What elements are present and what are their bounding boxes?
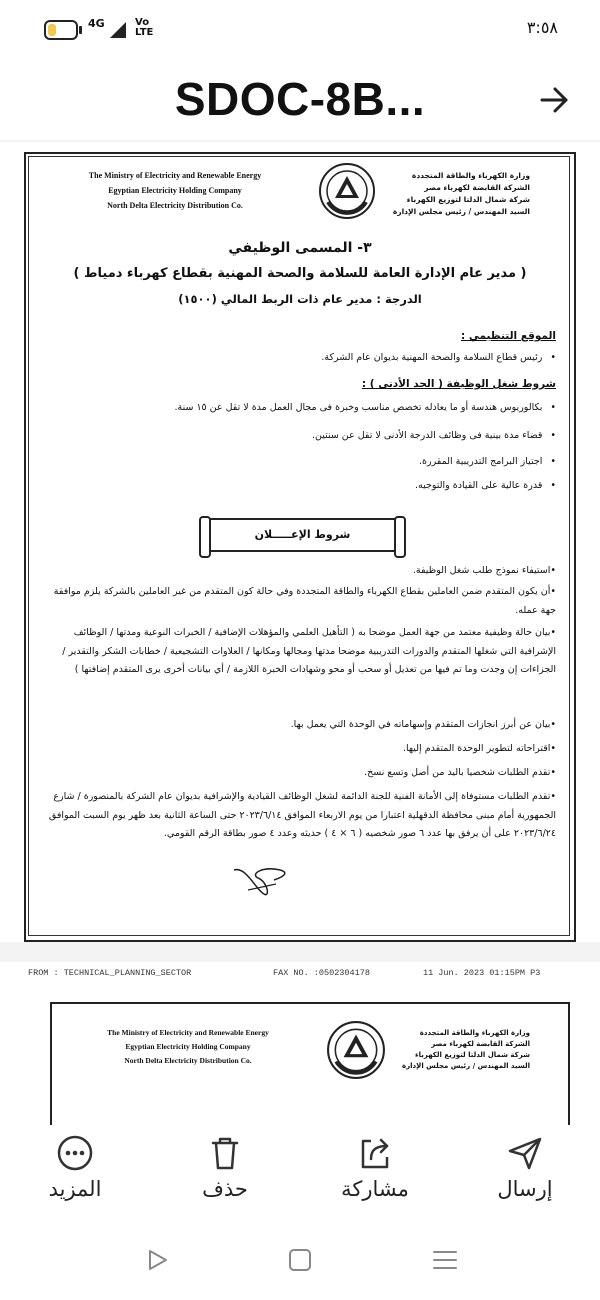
battery-cap [79, 26, 82, 34]
letterhead-en-line: North Delta Electricity Distribution Co. [124, 1056, 252, 1065]
job-grade: الدرجة : مدير عام ذات الربط المالي (١٥٠٠) [178, 292, 422, 306]
letterhead-ar-line: شركة شمال الدلتا لتوزيع الكهرباء [415, 1051, 530, 1059]
letterhead-english [88, 1026, 288, 1068]
trash-icon [205, 1133, 245, 1173]
letterhead-en-line: Egyptian Electricity Holding Company [108, 186, 242, 195]
list-item: •قضاء مدة بينية فى وظائف الدرجة الأدنى لا تقل عن سنتين. [311, 430, 556, 441]
list-item-text: تقدم الطلبات مستوفاة إلى الأمانة الفنية للجنة الدائمة لشغل الوظائف القيادية والإشرافية بديوان عام الشركة بالمنصورة / شارع الجمهورية أمام مبنى محافظة الدقهلية اعتبارا من يوم الاربعاء الموافق ٢٠٢٣/٦/١٤ حتى الساعة الثانية بعد ظهر يوم السبت الموافق ٢٠٢٣/٦/٢٤ على أن يرفق بها عدد ٦ صور شخصيه ( ٦ × ٤ ) حديثه وعدد ٤ صور بطاقة الرقم القومي. [48, 791, 556, 839]
list-item: •بيان حالة وظيفية معتمد من جهة العمل موضحا به ( التأهيل العلمي والمؤهلات الإضافية / الخبرات النوعية ومدتها / الوظائف الإشرافية التي شغلها المتقدم والدورات التدريبية موضحا مدتها ومجالها ومكانها / العلاوات التشجيعية / خطابات الشكر والتقدير / الجزاءات إن وجدت وما تم فيها من تعديل أو سحب أو محو وشهادات الخبرة اللازمة / أي بيانات أخرى يرى المتقدم إضافتها ) [62, 627, 556, 675]
job-name: ( مدير عام الإدارة العامة للسلامة والصحة المهنية بقطاع كهرباء دمياط ) [73, 266, 527, 281]
network-type: 4G [88, 17, 105, 30]
document-title: SDOC-8B... [174, 73, 426, 125]
requirements-heading: شروط شغل الوظيفة ( الحد الأدنى ) : [361, 378, 556, 390]
volte-indicator: Vo LTE [135, 17, 154, 38]
send-button[interactable] [450, 1125, 600, 1225]
arrow-right-icon[interactable] [534, 80, 574, 120]
battery-icon [44, 20, 78, 40]
list-item-text: اقتراحاته لتطوير الوحدة المتقدم إليها. [402, 743, 551, 754]
list-item-text: أن يكون المتقدم ضمن العاملين بقطاع الكهرباء والطاقة المتجددة وفي حالة كون المتقدم من غير العاملين بالشركة يلزم موافقة جهة عمله. [53, 586, 556, 616]
list-item: •استيفاء نموذج طلب شغل الوظيفة. [412, 565, 556, 576]
letterhead-arabic [365, 1028, 530, 1072]
list-item: •أن يكون المتقدم ضمن العاملين بقطاع الكهرباء والطاقة المتجددة وفي حالة كون المتقدم من غير العاملين بالشركة يلزم موافقة جهة عمله. [53, 586, 556, 616]
job-heading: ٣- المسمى الوظيفي [228, 240, 372, 256]
document-viewer[interactable] [0, 140, 600, 1125]
status-bar [0, 0, 600, 58]
letterhead-en-line: North Delta Electricity Distribution Co. [107, 201, 243, 210]
list-item-text: بكالوريوس هندسة أو ما يعادله تخصص مناسب وخبرة فى مجال العمل مدة لا تقل عن ١٥ سنة. [174, 402, 543, 413]
list-item-text: قدرة عالية على القيادة والتوجيه. [415, 480, 543, 491]
list-item-text: بيان عن أبرز انجازات المتقدم وإسهاماته في الوحدة التي يعمل بها. [290, 719, 551, 730]
list-item-text: رئيس قطاع السلامة والصحة المهنية بديوان عام الشركة. [321, 352, 543, 363]
share-button[interactable] [300, 1125, 450, 1225]
status-time: ٣:٥٨ [526, 18, 558, 37]
fax-date: 11 Jun. 2023 01:15PM P3 [423, 968, 541, 978]
more-label: المزيد [48, 1177, 102, 1201]
share-label: مشاركة [341, 1177, 409, 1201]
list-item: •اجتياز البرامج التدريبية المقررة. [418, 456, 556, 467]
list-item-text: تقدم الطلبات شخصيا باليد من أصل وتسع نسخ. [364, 767, 551, 778]
list-item: •تقدم الطلبات مستوفاة إلى الأمانة الفنية للجنة الدائمة لشغل الوظائف القيادية والإشرافية بديوان عام الشركة بالمنصورة / شارع الجمهورية أمام مبنى محافظة الدقهلية اعتبارا من يوم الاربعاء الموافق ٢٠٢٣/٦/١٤ حتى الساعة الثانية بعد ظهر يوم السبت الموافق ٢٠٢٣/٦/٢٤ على أن يرفق بها عدد ٦ صور شخصيه ( ٦ × ٤ ) حديثه وعدد ٤ صور بطاقة الرقم القومي. [48, 791, 556, 839]
letterhead-en-line: Egyptian Electricity Holding Company [125, 1042, 251, 1051]
list-item-text: قضاء مدة بينية فى وظائف الدرجة الأدنى لا تقل عن سنتين. [311, 430, 543, 441]
signature-mark [228, 860, 298, 904]
list-item: •قدرة عالية على القيادة والتوجيه. [415, 480, 556, 491]
letterhead-ar-line: السيد المهندس / رئيس مجلس الإدارة [392, 207, 530, 216]
list-item: •بكالوريوس هندسة أو ما يعادله تخصص مناسب وخبرة فى مجال العمل مدة لا تقل عن ١٥ سنة. [174, 402, 556, 413]
fax-header [28, 968, 588, 978]
more-icon [55, 1133, 95, 1173]
list-item-text: بيان حالة وظيفية معتمد من جهة العمل موضحا به ( التأهيل العلمي والمؤهلات الإضافية / الخبرات النوعية ومدتها / الوظائف الإشرافية التي شغلها المتقدم والدورات التدريبية موضحا مدتها ومجالها ومكانها / العلاوات التشجيعية / خطابات الشكر والتقدير / الجزاءات إن وجدت وما تم فيها من تعديل أو سحب أو محو وشهادات الخبرة اللازمة / أي بيانات أخرى يرى المتقدم إضافتها ) [62, 627, 556, 675]
announcement-banner: شروط الإعـــــلان [205, 518, 400, 552]
list-item: •اقتراحاته لتطوير الوحدة المتقدم إليها. [402, 743, 556, 754]
title-bar [0, 60, 600, 138]
back-triangle-icon[interactable] [142, 1245, 172, 1275]
list-item-text: استيفاء نموذج طلب شغل الوظيفة. [412, 565, 551, 576]
battery-level-fill [48, 24, 56, 36]
send-icon [505, 1133, 545, 1173]
list-item: •تقدم الطلبات شخصيا باليد من أصل وتسع نسخ. [364, 767, 556, 778]
letterhead-ar-line: السيد المهندس / رئيس مجلس الإدارة [401, 1062, 530, 1070]
more-button[interactable] [0, 1125, 150, 1225]
action-toolbar [0, 1125, 600, 1225]
letterhead-ar-line: الشركة القابضة لكهرباء مصر [431, 1040, 530, 1048]
document-page-1 [0, 142, 600, 942]
share-icon [355, 1133, 395, 1173]
signal-icon [110, 22, 126, 38]
org-position-heading: الموقع التنظيمي : [460, 330, 556, 342]
delete-button[interactable] [150, 1125, 300, 1225]
list-item: •بيان عن أبرز انجازات المتقدم وإسهاماته في الوحدة التي يعمل بها. [290, 719, 556, 730]
letterhead-ar-line: شركة شمال الدلتا لتوزيع الكهرباء [406, 195, 530, 204]
recents-lines-icon[interactable] [430, 1245, 460, 1275]
letterhead-english [60, 168, 290, 213]
list-item-text: اجتياز البرامج التدريبية المقررة. [418, 456, 543, 467]
delete-label: حذف [202, 1177, 248, 1201]
home-square-icon[interactable] [285, 1245, 315, 1275]
list-item: •رئيس قطاع السلامة والصحة المهنية بديوان عام الشركة. [321, 352, 556, 363]
letterhead-arabic [355, 170, 530, 218]
letterhead-ar-line: وزارة الكهرباء والطاقة المتجددة [411, 171, 530, 180]
fax-number: FAX NO. :0502304178 [273, 968, 370, 978]
document-page-2 [0, 962, 600, 1125]
letterhead-ar-line: الشركة القابضة لكهرباء مصر [424, 183, 530, 192]
fax-from: FROM : TECHNICAL_PLANNING_SECTOR [28, 968, 192, 978]
letterhead-ar-line: وزارة الكهرباء والطاقة المتجددة [419, 1029, 530, 1037]
letterhead-en-line: The Ministry of Electricity and Renewable Energy [88, 171, 262, 180]
letterhead-en-line: The Ministry of Electricity and Renewable Energy [107, 1028, 269, 1037]
send-label: إرسال [497, 1177, 553, 1201]
system-navigation-bar [0, 1225, 600, 1300]
